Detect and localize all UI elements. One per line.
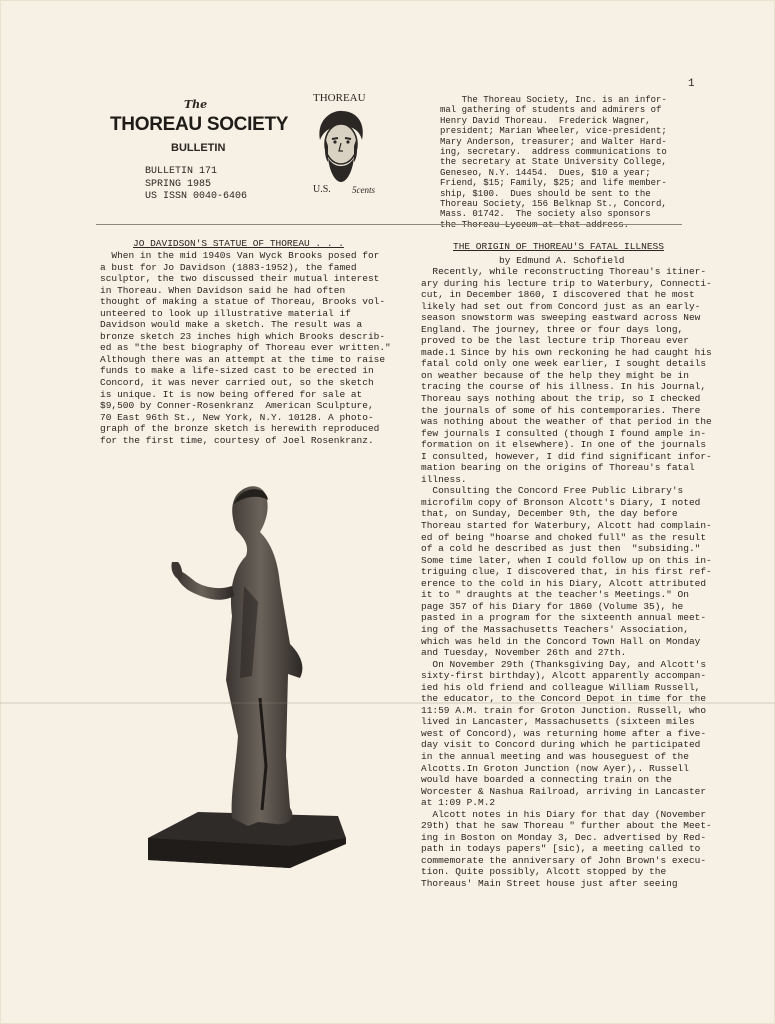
article-line: On November 29th (Thanksgiving Day, and Alcott's: [421, 658, 707, 670]
thoreau-portrait-icon: [310, 106, 372, 186]
issue-issn: US ISSN 0040-6406: [145, 191, 248, 202]
article-line: in the annual meeting and was houseguest of the: [421, 750, 689, 762]
about-line: Henry David Thoreau. Frederick Wagner,: [440, 115, 651, 126]
article-line: proved to be the last lecture trip Thoreau ever: [421, 335, 689, 347]
article-line: ary during his lecture trip to Waterbury, Connecti-: [421, 277, 712, 289]
article-line: day visit to Concord during which he participated: [421, 739, 701, 751]
about-line: ing, secretary. address communications to: [440, 147, 667, 158]
issue-season: SPRING 1985: [145, 178, 212, 190]
article-line: Thoreaus' Main Street house just after seeing: [421, 877, 678, 889]
article-line: microfilm copy of Bronson Alcott's Diary, I noted: [421, 496, 701, 508]
article-line: which was held in the Concord Town Hall on Monday: [421, 635, 701, 647]
left-article-heading: JO DAVIDSON'S STATUE OF THOREAU . . .: [133, 238, 344, 249]
article-line: of a cold he described as just then "subsiding.": [421, 543, 701, 555]
article-line: Although there was an attempt at the time to raise: [100, 353, 386, 365]
article-line: graph of the bronze sketch is herewith reproduced: [100, 423, 380, 435]
article-line: bronze sketch 23 inches high which Brooks describ-: [100, 330, 386, 342]
page-number: 1: [688, 78, 695, 90]
stamp-label: THOREAU: [313, 92, 366, 104]
article-line: lived in Lancaster, Massachusetts (sixteen miles: [421, 716, 695, 728]
article-line: the educator, to the Concord Depot in time for the: [421, 693, 707, 705]
about-line: Thoreau Society, 156 Belknap St., Concord,: [440, 199, 667, 210]
article-line: for the first time, courtesy of Joel Rosenkranz.: [100, 434, 374, 446]
article-line: tracing the course of his illness. In his Journal,: [421, 381, 707, 393]
article-line: thought of making a statue of Thoreau, Brooks vol-: [100, 296, 386, 308]
article-line: $9,500 by Conner-Rosenkranz American Sculpture,: [100, 400, 374, 412]
article-line: made.1 Since by his own reckoning he had caught his: [421, 346, 712, 358]
stamp-country: U.S.: [313, 184, 331, 195]
article-line: ed as "the best biography of Thoreau ever written.": [100, 342, 391, 354]
article-line: tion. Quite possibly, Alcott stopped by the: [421, 866, 667, 878]
article-line: on weather because of the help they might be in: [421, 369, 689, 381]
article-line: 70 East 96th St., New York, N.Y. 10128. A photo-: [100, 411, 374, 423]
article-line: 11:59 A.M. train for Groton Junction. Russell, who: [421, 704, 707, 716]
article-line: England. The journey, three or four days long,: [421, 323, 684, 335]
article-line: ing in Boston on Monday 3, Dec. advertised by Red-: [421, 831, 707, 843]
article-line: Worcester & Nashua Railroad, arriving in Lancaster: [421, 785, 707, 797]
article-line: that, on Sunday, December 9th, the day before: [421, 508, 678, 520]
about-line: Friend, $15; Family, $25; and life member-: [440, 178, 667, 189]
article-line: west of Concord), was returning home after a five-: [421, 727, 707, 739]
article-line: Some time later, when I could follow up on this in-: [421, 554, 712, 566]
article-line: Thoreau says nothing about the trip, so I checked: [421, 393, 701, 405]
about-line: Geneseo, N.Y. 14454. Dues, $10 a year;: [440, 167, 651, 178]
article-line: sculptor, the two discussed their mutual interest: [100, 273, 380, 285]
article-line: ing of the Massachusetts Teachers' Association,: [421, 623, 689, 635]
article-line: path in todays papers" [sic), a meeting called to: [421, 843, 701, 855]
article-line: Consulting the Concord Free Public Library's: [421, 485, 684, 497]
article-line: fatal cold only one week earlier, I sought details: [421, 358, 707, 370]
header-divider: [96, 224, 682, 225]
masthead-title: THOREAU SOCIETY: [110, 114, 289, 135]
article-line: Recently, while reconstructing Thoreau's itiner-: [421, 266, 707, 277]
article-line: in Thoreau. When Davidson said he had often: [100, 284, 346, 296]
article-line: Alcott notes in his Diary for that day (November: [421, 808, 707, 820]
article-line: triguing clue, I discovered that, in his first ref-: [421, 566, 712, 578]
about-line: ship, $100. Dues should be sent to the: [440, 188, 651, 199]
article-line: 29th) that he saw Thoreau " further about the Meet-: [421, 820, 712, 832]
article-line: formation on it elsewhere). In one of the journals: [421, 439, 707, 451]
article-line: Thoreau started for Waterbury, Alcott had complain-: [421, 520, 712, 532]
issue-info: [145, 166, 247, 204]
thoreau-statue-photo: [140, 466, 350, 876]
about-line: the secretary at State University College,: [440, 157, 667, 168]
stamp-value: 5cents: [352, 185, 375, 195]
article-line: at 1:09 P.M.2: [421, 797, 496, 809]
about-line: Mass. 01742. The society also sponsors: [440, 209, 651, 220]
article-line: Alcotts.In Groton Junction (now Ayer),. Russell: [421, 762, 689, 774]
article-line: sixty-first birthday), Alcott apparently accompan-: [421, 670, 707, 682]
article-line: cut, in December 1860, I discovered that he most: [421, 289, 695, 301]
article-line: is unique. It is now being offered for sale at: [100, 388, 363, 400]
article-line: season snowstorm was sweeping eastward across New: [421, 312, 701, 324]
society-description: [440, 95, 670, 230]
article-line: I consulted, however, I did find significant infor-: [421, 450, 712, 462]
masthead-subtitle: BULLETIN: [171, 142, 226, 154]
article-line: page 357 of his Diary for 1860 (Volume 35), he: [421, 600, 684, 612]
paper-fold-crease: [0, 702, 775, 704]
article-line: commemorate the anniversary of John Brown's execu-: [421, 854, 707, 866]
article-line: Concord, it was never carried out, so the sketch: [100, 377, 374, 389]
article-line: it to " draughts at the teacher's Meetings." On: [421, 589, 689, 601]
article-line: a bust for Jo Davidson (1883-1952), the famed: [100, 261, 357, 273]
article-line: the journals of some of his contemporaries. There: [421, 404, 701, 416]
masthead-the: The: [184, 98, 208, 111]
about-line: The Thoreau Society, Inc. is an infor-: [440, 95, 667, 105]
article-line: illness.: [421, 473, 467, 485]
article-line: unteered to look up illustrative material if: [100, 307, 351, 319]
left-article-body: [100, 250, 391, 446]
article-line: ied his old friend and colleague William Russell,: [421, 681, 701, 693]
article-line: likely had set out from Concord just as an early-: [421, 300, 701, 312]
article-line: was nothing about the weather of that period in the: [421, 416, 712, 428]
article-line: few journals I consulted (though I found ample in-: [421, 427, 707, 439]
about-line: [440, 220, 670, 230]
right-article-body: [421, 266, 712, 890]
article-line: and Tuesday, November 26th and 27th.: [421, 647, 627, 659]
issue-number: BULLETIN 171: [145, 166, 218, 177]
about-line: president; Marian Wheeler, vice-president;: [440, 126, 667, 137]
article-line: mation bearing on the origins of Thoreau's fatal: [421, 462, 695, 474]
article-line: erence to the cold in his Diary, Alcott attributed: [421, 577, 707, 589]
about-line: mal gathering of students and admirers of: [440, 105, 662, 116]
article-line: When in the mid 1940s Van Wyck Brooks posed for: [100, 250, 380, 261]
article-line: would have boarded a connecting train on the: [421, 774, 672, 786]
article-line: ed of being "hoarse and choked full" as the result: [421, 531, 707, 543]
right-article-heading: THE ORIGIN OF THOREAU'S FATAL ILLNESS: [453, 241, 664, 252]
right-article-byline: by Edmund A. Schofield: [499, 255, 625, 266]
article-line: pasted in a program for the sixteenth annual meet-: [421, 612, 707, 624]
article-line: funds to make a life-sized cast to be erected in: [100, 365, 374, 377]
article-line: Davidson would make a sketch. The result was a: [100, 319, 363, 331]
about-line: Mary Anderson, treasurer; and Walter Hard-: [440, 136, 667, 147]
